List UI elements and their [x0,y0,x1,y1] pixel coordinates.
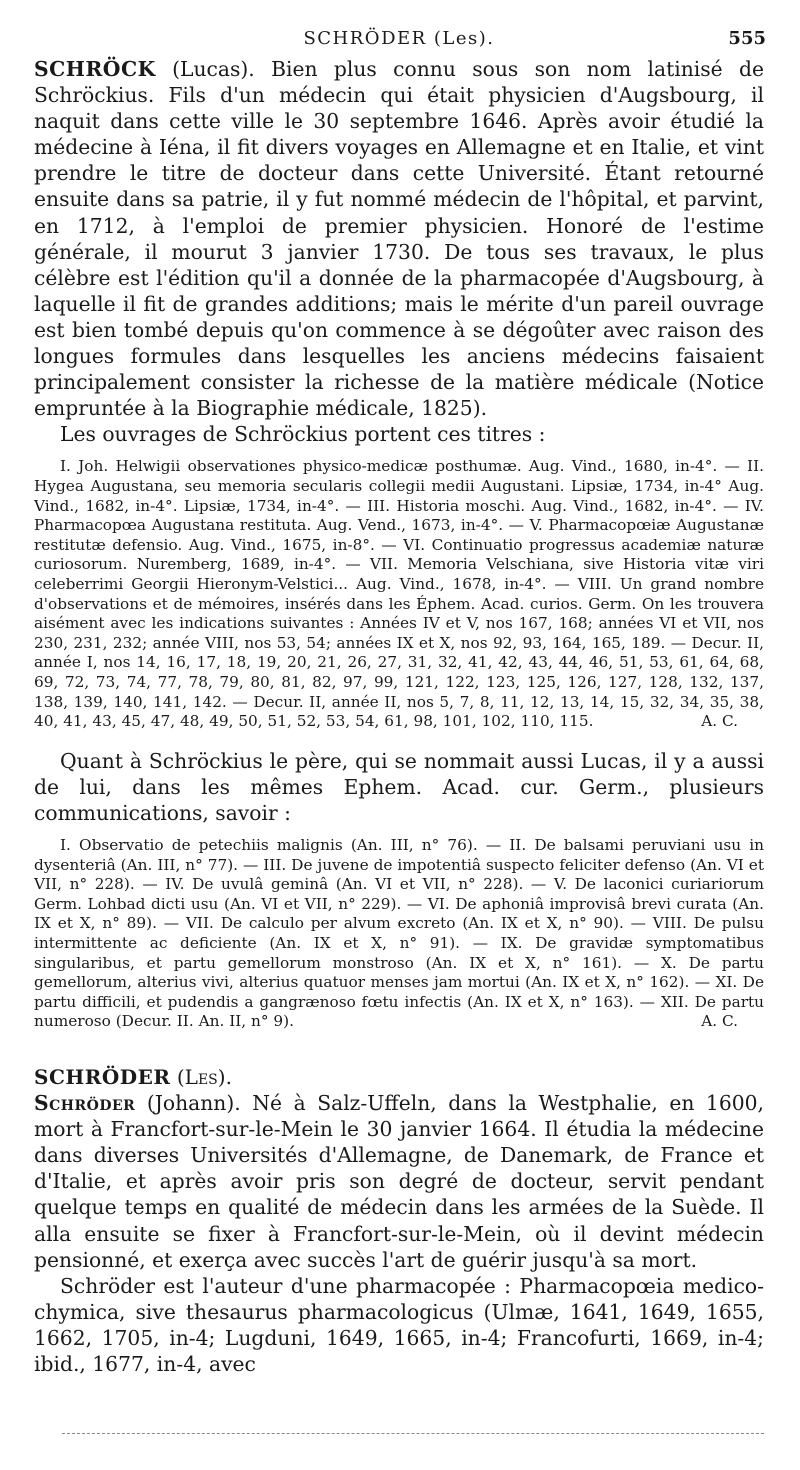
section-title [34,1064,764,1090]
section-title-rest: (Les). [170,1064,232,1089]
section-title-name: SCHRÖDER [34,1064,171,1089]
entry-schroder [34,1090,764,1273]
father-intro: Quant à Schröckius le père, qui se nommait aussi Lucas, il y a aussi de lui, dans les mêmes Ephem. Acad. cur. Germ., plusieurs communications, savoir : [34,748,764,825]
entry-body: (Johann). Né à Salz-Uffeln, dans la Westphalie, en 1600, mort à Francfort-sur-le-Mein le 30 janvier 1664. Il étudia la médecine dans diverses Universités d'Allemagne, de Danemark, de France et d'Italie, et après avoir pris son degré de docteur, servit pendant quelque temps en qualité de médecin dans les armées de la Suède. Il alla ensuite se fixer à Francfort-sur-le-Mein, où il devint médecin pensionné, et exerça avec succès l'art de guérir jusqu'à sa mort. [34,1091,764,1272]
entry-schroder-works: Schröder est l'auteur d'une pharmacopée : Pharmacopœia medico-chymica, sive thesaurus pharmacologicus (Ulmæ, 1641, 1649, 1655, 1662, 1705, in-4; Lugduni, 1649, 1665, in-4; Francofurti, 1669, in-4; ibid., 1677, in-4, avec [34,1273,764,1376]
signature: A. C. [701,1012,738,1031]
works-intro: Les ouvrages de Schröckius portent ces titres : [60,422,546,447]
entry-body: (Lucas). Bien plus connu sous son nom latinisé de Schröckius. Fils d'un médecin qui était physicien d'Augsbourg, il naquit dans cette ville le 30 septembre 1646. Après avoir étudié la médecine à Iéna, il fit divers voyages en Allemagne et en Italie, et vint prendre le titre de docteur dans cette Université. Étant retourné ensuite dans sa patrie, il y fut nommé médecin de l'hôpital, et parvint, en 1712, à l'emploi de premier physicien. Honoré de l'estime générale, il mourut 3 janvier 1730. De tous ses travaux, le plus célèbre est l'édition qu'il a donnée de la pharmacopée d'Augsbourg, à laquelle il fit de grandes additions; mais le mérite d'un pareil ouvrage est bien tombé depuis qu'on commence à se dégoûter avec raison des longues formules dans lesquelles les anciens médecins faisaient principalement consister la richesse de la matière médicale (Notice empruntée à la Biographie médicale, 1825). [34,57,764,421]
running-head: SCHRÖDER (Les). [303,28,495,49]
entry-schrock [34,56,764,421]
father-works-list [34,836,764,1032]
footer-rule [62,1433,764,1434]
page-number: 555 [728,28,766,49]
works-list [34,457,764,731]
page [34,22,764,1377]
entry-name: SCHRÖCK [34,57,156,81]
signature: A. C. [701,712,738,731]
page-header [34,22,764,56]
entry-name: Schröder [34,1091,136,1116]
father-works-text: I. Observatio de petechiis malignis (An. III, n° 76). — II. De balsami peruviani usu in dysenteriâ (An. III, n° 77). — III. De juvene de impotentiâ suspecto feliciter defenso (An. VI et VII, n° 228). — IV. De uvulâ geminâ (An. VI et VII, n° 228). — V. De laconici curiariorum Germ. Lohbad dicti usu (An. VI et VII, n° 229). — VI. De aphoniâ improvisâ brevi curata (An. IX et X, n° 89). — VII. De calculo per alvum excreto (An. IX et X, n° 90). — VIII. De pulsu intermittente ac deficiente (An. IX et X, n° 91). — IX. De gravidæ symptomatibus singularibus, et partu gemellorum monstroso (An. IX et X, n° 161). — X. De partu gemellorum, alterius vivi, alterius quatuor menses jam mortui (An. IX et X, n° 162). — XI. De partu difficili, et pudendis a gangrænoso fœtu infectis (An. IX et X, n° 163). — XII. De partu numeroso (Decur. II. An. II, n° 9). [34,836,764,1031]
works-text: I. Joh. Helwigii observationes physico-medicæ posthumæ. Aug. Vind., 1680, in-4°. — II. Hygea Augustana, seu memoria secularis collegii medii Augustani. Lipsiæ, 1734, in-4° Aug. Vind., 1682, in-4°. Lipsiæ, 1734, in-4°. — III. Historia moschi. Aug. Vind., 1682, in-4°. — IV. Pharmacopœa Augustana restituta. Aug. Vend., 1673, in-4°. — V. Pharmacopœiæ Augustanæ restitutæ defensio. Aug. Vind., 1675, in-8°. — VI. Continuatio progressus academiæ naturæ curiosorum. Nuremberg, 1689, in-4°. — VII. Memoria Velschiana, sive Historia vitæ viri celeberrimi Georgii Hieronym-Velstici... Aug. Vind., 1678, in-4°. — VIII. Un grand nombre d'observations et de mémoires, insérés dans les Éphem. Acad. curios. Germ. On les trouvera aisément avec les indications suivantes : Années IV et V, nos 167, 168; années VI et VII, nos 230, 231, 232; année VIII, nos 53, 54; années IX et X, nos 92, 93, 164, 165, 189. — Decur. II, année I, nos 14, 16, 17, 18, 19, 20, 21, 26, 27, 31, 32, 41, 42, 43, 44, 46, 51, 53, 61, 64, 68, 69, 72, 73, 74, 77, 78, 79, 80, 81, 82, 97, 99, 121, 122, 123, 125, 126, 127, 128, 132, 137, 138, 139, 140, 141, 142. — Decur. II, année II, nos 5, 7, 8, 11, 12, 13, 14, 15, 32, 34, 35, 38, 40, 41, 43, 45, 47, 48, 49, 50, 51, 52, 53, 54, 61, 98, 101, 102, 110, 115. [34,457,764,731]
